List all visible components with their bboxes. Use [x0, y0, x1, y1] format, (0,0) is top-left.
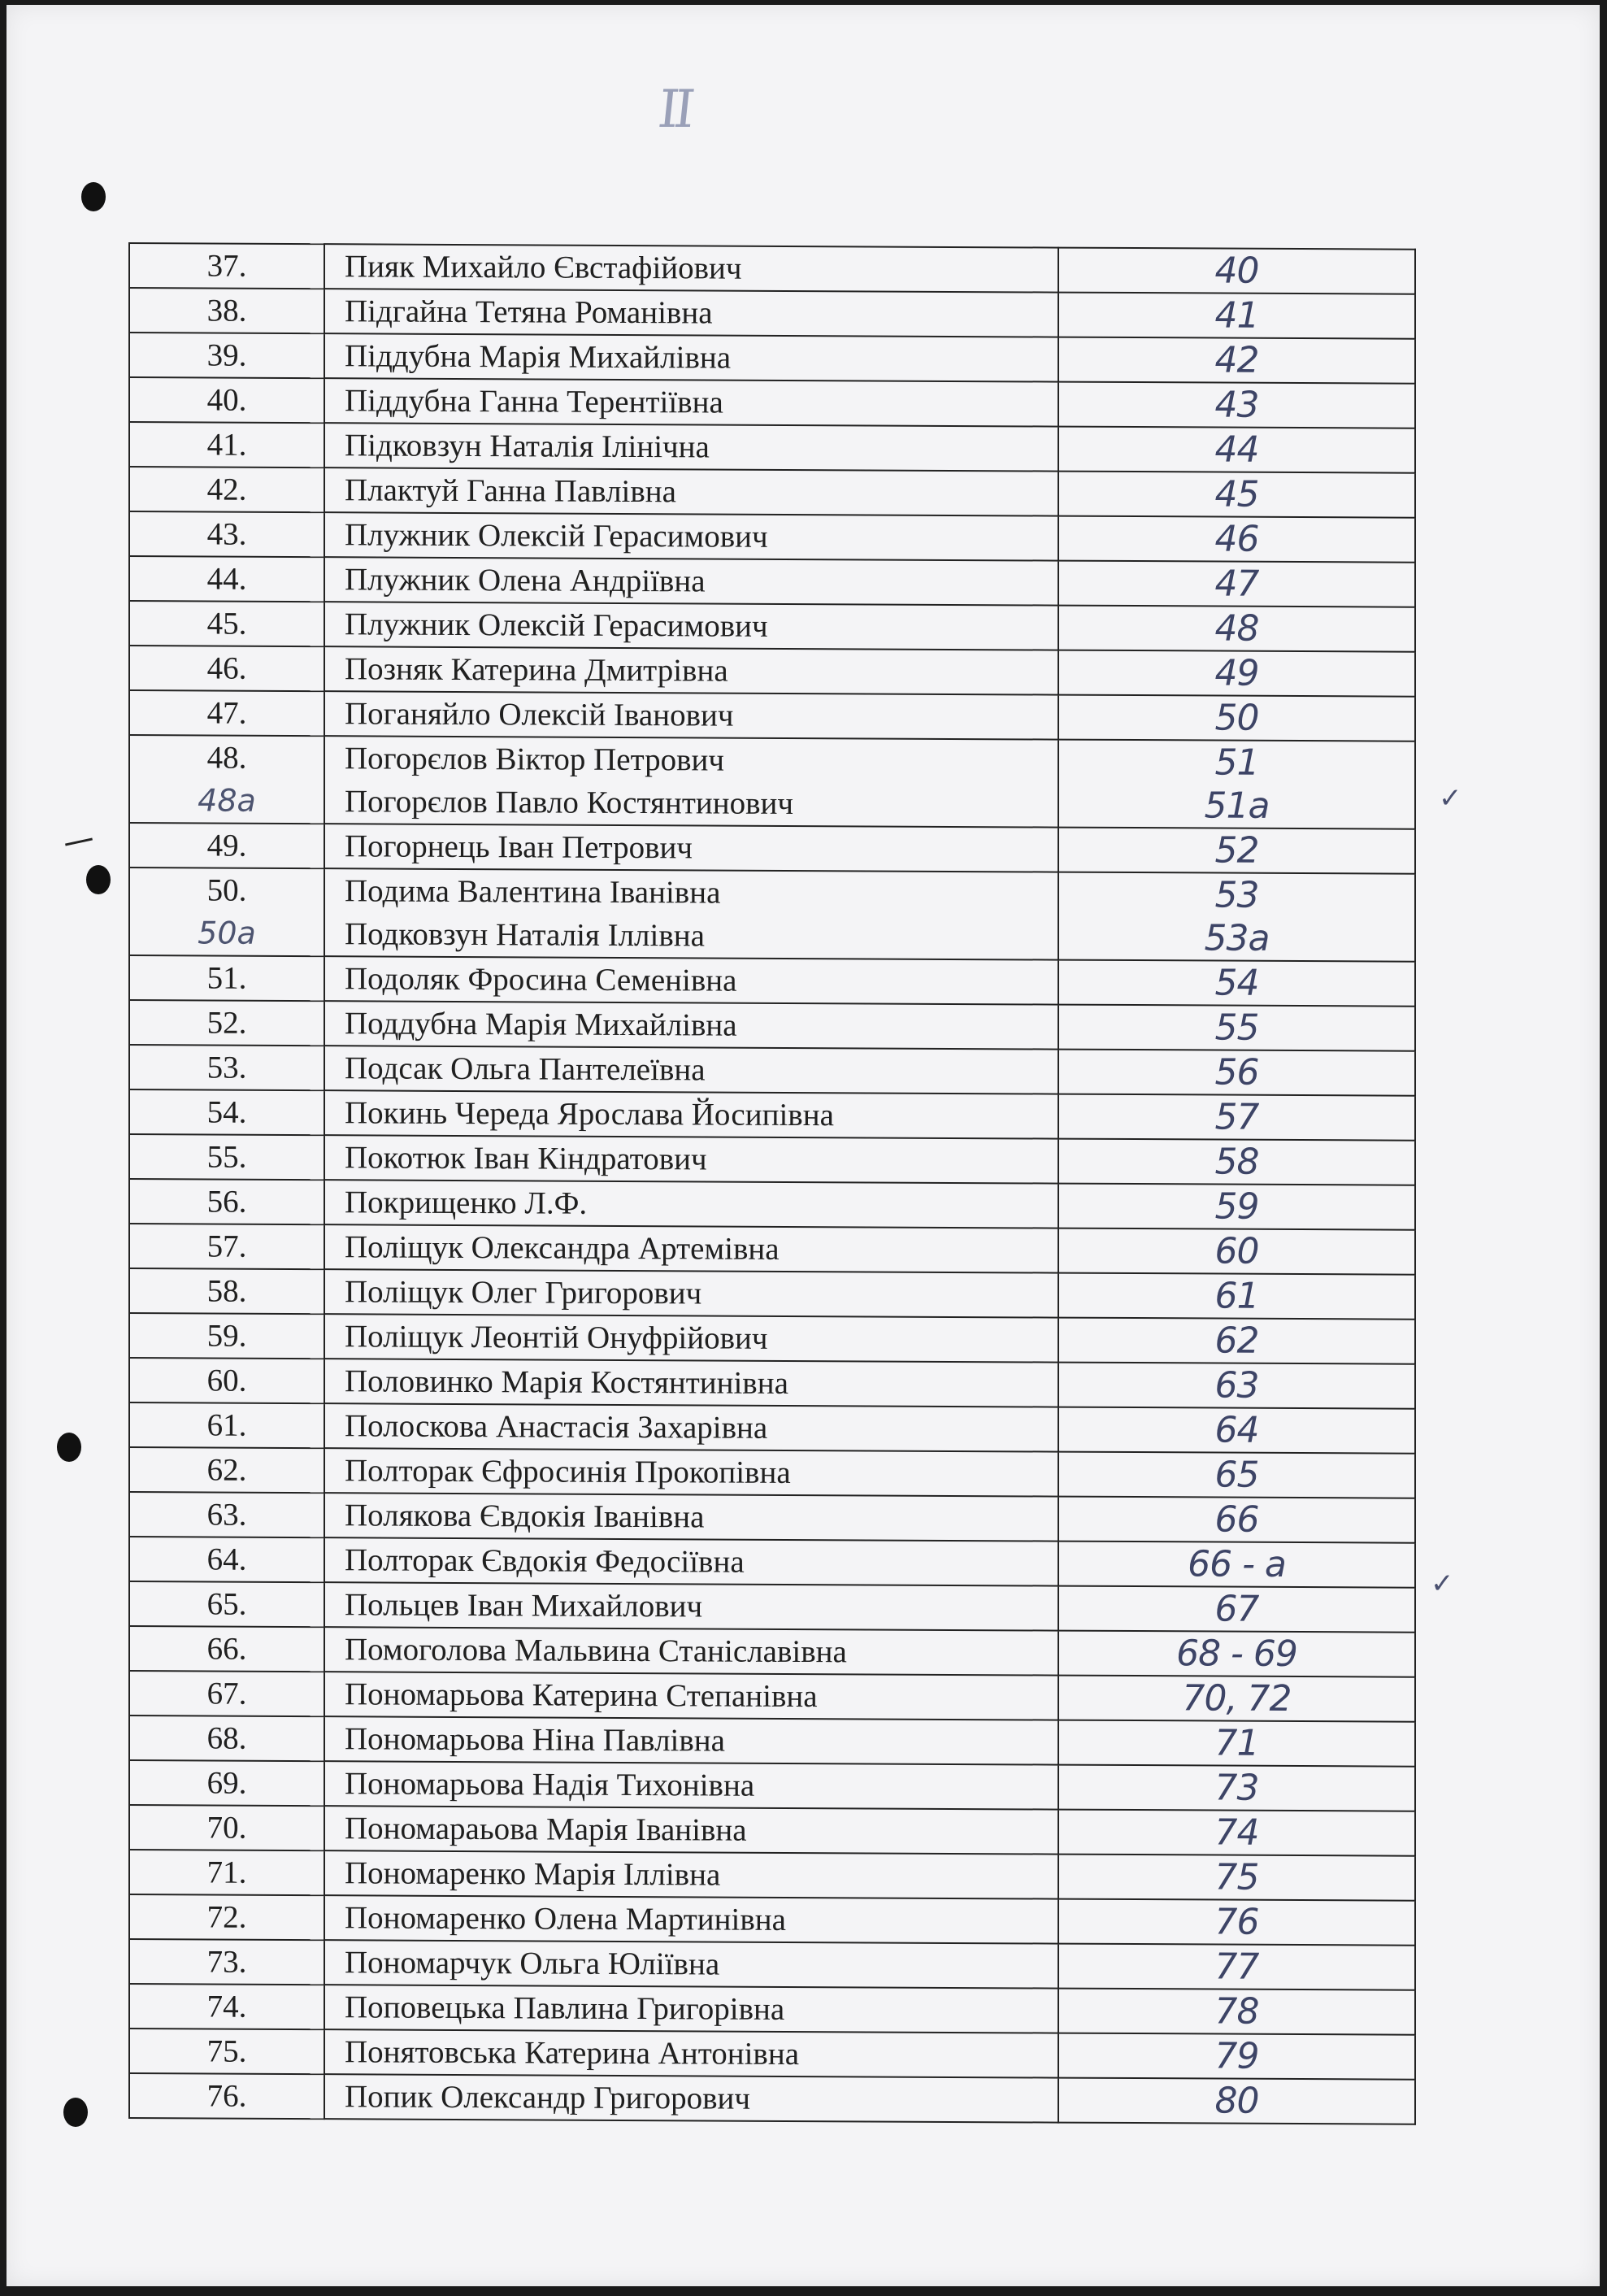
page-reference: 48 [1214, 607, 1259, 650]
row-number: 48. [206, 740, 247, 776]
check-mark-icon: ✓ [1431, 1568, 1454, 1600]
page-ref-cell [1058, 1944, 1415, 1990]
row-number: 50. [206, 872, 247, 908]
name-cell [324, 824, 1058, 872]
page-reference: 61 [1214, 1275, 1259, 1317]
page-ref-cell [1058, 427, 1415, 473]
person-name: Плужник Олена Андріївна [345, 562, 706, 599]
page-reference: 73 [1214, 1767, 1259, 1809]
table-row [129, 1313, 1415, 1364]
person-name: Подковзун Наталія Іллівна [345, 916, 705, 954]
row-number: 54. [206, 1094, 247, 1130]
name-cell [324, 378, 1058, 426]
row-number-cell [129, 1939, 324, 1985]
name-cell [324, 1224, 1058, 1272]
name-cell [324, 557, 1058, 605]
row-number-cell [129, 823, 324, 868]
person-name: Пономарьова Надія Тихонівна [345, 1766, 755, 1803]
table-row [129, 690, 1415, 741]
person-name: Полторак Євдокія Федосіївна [345, 1542, 745, 1580]
table-row [129, 1805, 1415, 1856]
person-name: Позняк Катерина Дмитрівна [345, 651, 728, 689]
page-reference: 44 [1214, 428, 1259, 471]
page-ref-cell [1058, 2033, 1415, 2080]
name-cell [324, 1180, 1058, 1228]
page-ref-cell [1058, 561, 1415, 607]
person-name: Половинко Марія Костянтинівна [345, 1363, 788, 1401]
row-number: 68. [206, 1720, 247, 1756]
person-name: Покотюк Іван Кіндратович [345, 1140, 707, 1177]
row-number: 75. [206, 2033, 247, 2069]
page-ref-cell [1058, 695, 1415, 741]
name-cell [324, 333, 1058, 381]
row-number: 55. [206, 1139, 247, 1175]
page-ref-cell [1058, 1810, 1415, 1856]
row-number-cell [129, 601, 324, 646]
table-row [129, 1537, 1415, 1588]
row-number: 63. [206, 1497, 247, 1533]
page-reference: 68 - 69 [1176, 1633, 1297, 1676]
table-row [129, 467, 1415, 518]
row-number: 57. [206, 1228, 247, 1264]
person-name: Поліщук Олександра Артемівна [345, 1229, 780, 1267]
table-row [129, 1000, 1415, 1051]
page-ref-cell [1058, 1184, 1415, 1230]
person-name: Поліщук Леонтій Онуфрійович [345, 1319, 768, 1356]
person-name: Піддубна Ганна Терентіївна [345, 383, 723, 420]
name-cell [324, 1895, 1058, 1943]
row-number: 69. [206, 1765, 247, 1801]
name-cell [324, 2074, 1058, 2122]
row-number: 44. [206, 561, 247, 597]
page-reference: 58 [1214, 1141, 1259, 1183]
page-ref-cell [1058, 1005, 1415, 1051]
person-name: Пияк Михайло Євстафійович [345, 249, 742, 286]
person-name: Поліщук Олег Григорович [345, 1274, 702, 1311]
table-row [129, 735, 1415, 829]
table-row [129, 1134, 1415, 1185]
person-name: Пономарьова Ніна Павлівна [345, 1721, 725, 1759]
page-reference: 66 [1214, 1498, 1259, 1541]
person-name: Покрищенко Л.Ф. [345, 1185, 588, 1221]
person-name: Поповецька Павлина Григорівна [345, 1989, 785, 2027]
page-reference: 49 [1214, 652, 1259, 694]
row-number: 43. [206, 516, 247, 552]
page-ref-cell [1058, 740, 1415, 829]
row-number-cell [129, 1805, 324, 1850]
page-reference: 76 [1214, 1901, 1259, 1943]
name-cell [324, 1627, 1058, 1675]
name-cell [324, 1806, 1058, 1854]
row-number: 70. [206, 1810, 247, 1846]
table-row [129, 1671, 1415, 1722]
row-number: 47. [206, 695, 247, 731]
row-number-cell [129, 1179, 324, 1224]
row-sub-number: 48а [198, 782, 256, 819]
register-table [128, 242, 1416, 2125]
table-row [129, 333, 1415, 384]
punch-hole [86, 865, 111, 894]
row-number-cell [129, 690, 324, 736]
register-body [129, 243, 1415, 2124]
person-name: Підгайна Тетяна Романівна [345, 294, 713, 331]
table-row [129, 601, 1415, 652]
page-reference: 74 [1214, 1811, 1259, 1854]
page-ref-cell [1058, 382, 1415, 428]
page-ref-cell [1058, 1676, 1415, 1722]
row-number: 76. [206, 2078, 247, 2114]
person-name: Підковзун Наталія Ілінічна [345, 428, 710, 465]
page-reference: 41 [1214, 294, 1259, 337]
page-ref-cell [1058, 1050, 1415, 1096]
punch-hole [57, 1433, 81, 1462]
name-cell [324, 244, 1058, 292]
person-name: Плактуй Ганна Павлівна [345, 472, 676, 510]
page-reference: 64 [1214, 1409, 1259, 1451]
row-number: 41. [206, 427, 247, 463]
row-number-cell [129, 1537, 324, 1582]
table-row [129, 955, 1415, 1007]
person-name: Польцев Іван Михайлович [345, 1587, 703, 1624]
page-reference: 56 [1214, 1051, 1259, 1094]
row-number: 51. [206, 960, 247, 996]
row-number-cell [129, 1894, 324, 1940]
page-reference: 71 [1214, 1722, 1259, 1764]
table-row [129, 377, 1415, 428]
page-ref-cell [1058, 337, 1415, 384]
check-mark-icon: ✓ [1439, 782, 1462, 815]
row-number-cell [129, 955, 324, 1001]
row-number-cell [129, 1089, 324, 1135]
page-reference: 55 [1214, 1007, 1259, 1049]
page-reference: 65 [1214, 1454, 1259, 1496]
row-number: 59. [206, 1318, 247, 1354]
page-reference: 52 [1214, 829, 1259, 872]
row-number: 71. [206, 1855, 247, 1890]
table-row [129, 2029, 1415, 2080]
row-number-cell [129, 1313, 324, 1359]
row-number: 38. [206, 293, 247, 328]
table-row [129, 1984, 1415, 2035]
page-reference: 42 [1214, 339, 1259, 381]
name-cell [324, 868, 1058, 959]
page-ref-cell [1058, 1407, 1415, 1454]
page-ref-cell [1058, 1586, 1415, 1633]
row-number: 40. [206, 382, 247, 418]
person-name: Погорєлов Віктор Петрович [345, 741, 725, 778]
row-number: 52. [206, 1005, 247, 1041]
row-number-cell [129, 1358, 324, 1403]
page-reference: 57 [1214, 1096, 1259, 1138]
row-number: 49. [206, 828, 247, 863]
row-number: 62. [206, 1452, 247, 1488]
page-ref-cell [1058, 1318, 1415, 1364]
row-number-cell [129, 1000, 324, 1046]
table-row [129, 1224, 1415, 1275]
row-number-cell [129, 511, 324, 557]
table-row [129, 1045, 1415, 1096]
page-ref-cell [1058, 1228, 1415, 1275]
page-ref-cell [1058, 650, 1415, 697]
name-cell [324, 1448, 1058, 1496]
name-cell [324, 512, 1058, 560]
table-row [129, 1358, 1415, 1409]
page-reference: 47 [1214, 563, 1259, 605]
row-number: 39. [206, 337, 247, 373]
page-reference: 53 [1214, 874, 1259, 916]
person-name: Попик Олександр Григорович [345, 2079, 750, 2116]
table-row [129, 1894, 1415, 1946]
person-name: Покинь Череда Ярослава Йосипівна [345, 1095, 834, 1133]
page-ref-cell [1058, 1094, 1415, 1141]
name-cell [324, 1850, 1058, 1898]
row-number-cell [129, 467, 324, 512]
page-reference: 45 [1214, 473, 1259, 515]
page-reference: 62 [1214, 1320, 1259, 1362]
table-row [129, 646, 1415, 697]
page-reference: 77 [1214, 1946, 1259, 1988]
row-number-cell [129, 646, 324, 691]
table-row [129, 1626, 1415, 1677]
page-ref-cell [1058, 472, 1415, 518]
row-number-cell [129, 1671, 324, 1716]
person-name: Погорєлов Павло Костянтинович [345, 784, 794, 821]
page-ref-cell [1058, 1989, 1415, 2035]
page-reference: 78 [1214, 1990, 1259, 2033]
name-cell [324, 1761, 1058, 1809]
person-name: Пономаренко Марія Іллівна [345, 1855, 721, 1893]
row-number-cell [129, 1402, 324, 1448]
name-cell [324, 1314, 1058, 1362]
table-row [129, 823, 1415, 874]
page-reference: 53а [1204, 917, 1270, 959]
page-reference: 75 [1214, 1856, 1259, 1898]
person-name: Полторак Єфросинія Прокопівна [345, 1453, 791, 1490]
table-row [129, 288, 1415, 339]
name-cell [324, 289, 1058, 337]
row-number: 45. [206, 606, 247, 641]
name-cell [324, 2029, 1058, 2077]
table-row [129, 1760, 1415, 1811]
page-reference: 79 [1214, 2035, 1259, 2077]
row-number-cell [129, 1715, 324, 1761]
name-cell [324, 1001, 1058, 1049]
table-row [129, 1850, 1415, 1901]
row-number: 67. [206, 1676, 247, 1711]
table-row [129, 422, 1415, 473]
table-row [129, 1179, 1415, 1230]
table-row [129, 1447, 1415, 1498]
page-ref-cell [1058, 248, 1415, 294]
row-number: 60. [206, 1363, 247, 1398]
row-number-cell [129, 2029, 324, 2074]
row-number: 74. [206, 1989, 247, 2024]
row-number-cell [129, 1492, 324, 1537]
page-reference: 66 - а [1188, 1543, 1286, 1585]
page-ref-cell [1058, 1765, 1415, 1811]
page-ref-cell [1058, 1452, 1415, 1498]
person-name: Пономаренко Олена Мартинівна [345, 1900, 786, 1937]
row-number-cell [129, 377, 324, 423]
name-cell [324, 1716, 1058, 1764]
person-name: Пономарчук Ольга Юліївна [345, 1945, 720, 1982]
table-row [129, 511, 1415, 563]
page-ref-cell [1058, 1720, 1415, 1767]
table-row [129, 1939, 1415, 1990]
name-cell [324, 1672, 1058, 1720]
page-reference: 80 [1214, 2080, 1259, 2122]
table-row [129, 1715, 1415, 1767]
row-number: 72. [206, 1899, 247, 1935]
table-row [129, 1492, 1415, 1543]
page-reference: 51 [1214, 741, 1259, 784]
page-ref-cell [1058, 828, 1415, 874]
row-number-cell [129, 1134, 324, 1180]
table-row [129, 1089, 1415, 1141]
page-ref-cell [1058, 1497, 1415, 1543]
name-cell [324, 1269, 1058, 1317]
row-number-cell [129, 1447, 324, 1493]
name-cell [324, 1135, 1058, 1183]
table-row [129, 243, 1415, 294]
table-row [129, 868, 1415, 962]
page-reference: 63 [1214, 1364, 1259, 1407]
person-name: Плужник Олексій Герасимович [345, 607, 768, 644]
name-cell [324, 691, 1058, 739]
page-reference: 51а [1204, 785, 1270, 827]
page-ref-cell [1058, 1139, 1415, 1185]
person-name: Поддубна Марія Михайлівна [345, 1006, 737, 1043]
row-number-cell [129, 1224, 324, 1269]
person-name: Полоскова Анастасія Захарівна [345, 1408, 768, 1446]
row-number-cell [129, 2073, 324, 2119]
punch-hole [81, 182, 106, 211]
page-ref-cell [1058, 872, 1415, 962]
person-name: Подима Валентина Іванівна [345, 873, 721, 911]
row-number: 73. [206, 1944, 247, 1980]
page-ref-cell [1058, 1855, 1415, 1901]
row-number-cell [129, 556, 324, 602]
page-reference: 67 [1214, 1588, 1259, 1630]
row-number-cell [129, 288, 324, 333]
person-name: Погорнець Іван Петрович [345, 828, 693, 866]
row-number: 56. [206, 1184, 247, 1220]
name-cell [324, 1403, 1058, 1451]
row-number-cell [129, 1760, 324, 1806]
margin-dash-mark [65, 837, 93, 846]
row-number-cell [129, 1626, 324, 1672]
row-number-cell [129, 735, 324, 824]
page-ref-cell [1058, 1631, 1415, 1677]
row-number-cell [129, 1984, 324, 2029]
row-number: 58. [206, 1273, 247, 1309]
page-reference: 59 [1214, 1185, 1259, 1228]
page-ref-cell [1058, 606, 1415, 652]
page-reference: 54 [1214, 962, 1259, 1004]
page-mark: II [655, 80, 693, 140]
row-number: 53. [206, 1050, 247, 1085]
table-row [129, 1581, 1415, 1633]
name-cell [324, 1046, 1058, 1094]
row-number-cell [129, 1268, 324, 1314]
row-number: 46. [206, 650, 247, 686]
page-ref-cell [1058, 293, 1415, 339]
page-ref-cell [1058, 960, 1415, 1007]
name-cell [324, 1359, 1058, 1407]
name-cell [324, 467, 1058, 515]
table-row [129, 2073, 1415, 2124]
name-cell [324, 1537, 1058, 1585]
name-cell [324, 1985, 1058, 2033]
row-number-cell [129, 1581, 324, 1627]
name-cell [324, 1582, 1058, 1630]
name-cell [324, 1090, 1058, 1138]
table-row [129, 1402, 1415, 1454]
name-cell [324, 956, 1058, 1004]
name-cell [324, 1493, 1058, 1541]
row-number: 42. [206, 472, 247, 507]
row-sub-number: 50а [198, 915, 256, 951]
page-ref-cell [1058, 1363, 1415, 1409]
row-number-cell [129, 422, 324, 467]
person-name: Піддубна Марія Михайлівна [345, 338, 732, 376]
name-cell [324, 736, 1058, 827]
person-name: Пономараьова Марія Іванівна [345, 1811, 747, 1848]
punch-hole [63, 2098, 88, 2127]
row-number: 61. [206, 1407, 247, 1443]
row-number-cell [129, 1045, 324, 1090]
table-row [129, 1268, 1415, 1320]
page-reference: 70, 72 [1182, 1677, 1292, 1720]
row-number-cell [129, 243, 324, 289]
name-cell [324, 646, 1058, 694]
page-reference: 43 [1214, 384, 1259, 426]
person-name: Понятовська Катерина Антонівна [345, 2034, 800, 2072]
person-name: Плужник Олексій Герасимович [345, 517, 768, 554]
page-ref-cell [1058, 2078, 1415, 2124]
row-number: 66. [206, 1631, 247, 1667]
row-number-cell [129, 1850, 324, 1895]
person-name: Подсак Ольга Пантелеївна [345, 1050, 706, 1088]
row-number-cell [129, 333, 324, 378]
page-reference: 46 [1214, 518, 1259, 560]
person-name: Пономарьова Катерина Степанівна [345, 1676, 818, 1715]
table-row [129, 556, 1415, 607]
row-number: 65. [206, 1586, 247, 1622]
row-number: 37. [206, 248, 247, 284]
person-name: Подоляк Фросина Семенівна [345, 961, 737, 998]
page-reference: 60 [1214, 1230, 1259, 1272]
page-ref-cell [1058, 1273, 1415, 1320]
page-reference: 50 [1214, 697, 1259, 739]
person-name: Поганяйло Олексій Іванович [345, 696, 734, 733]
row-number-cell [129, 868, 324, 956]
page-reference: 40 [1214, 250, 1259, 292]
row-number: 64. [206, 1542, 247, 1577]
person-name: Полякова Євдокія Іванівна [345, 1498, 705, 1535]
name-cell [324, 1940, 1058, 1988]
page-ref-cell [1058, 1542, 1415, 1588]
person-name: Помоголова Мальвина Станіславівна [345, 1632, 847, 1670]
name-cell [324, 602, 1058, 650]
page-ref-cell [1058, 1899, 1415, 1946]
name-cell [324, 423, 1058, 471]
page-ref-cell [1058, 516, 1415, 563]
